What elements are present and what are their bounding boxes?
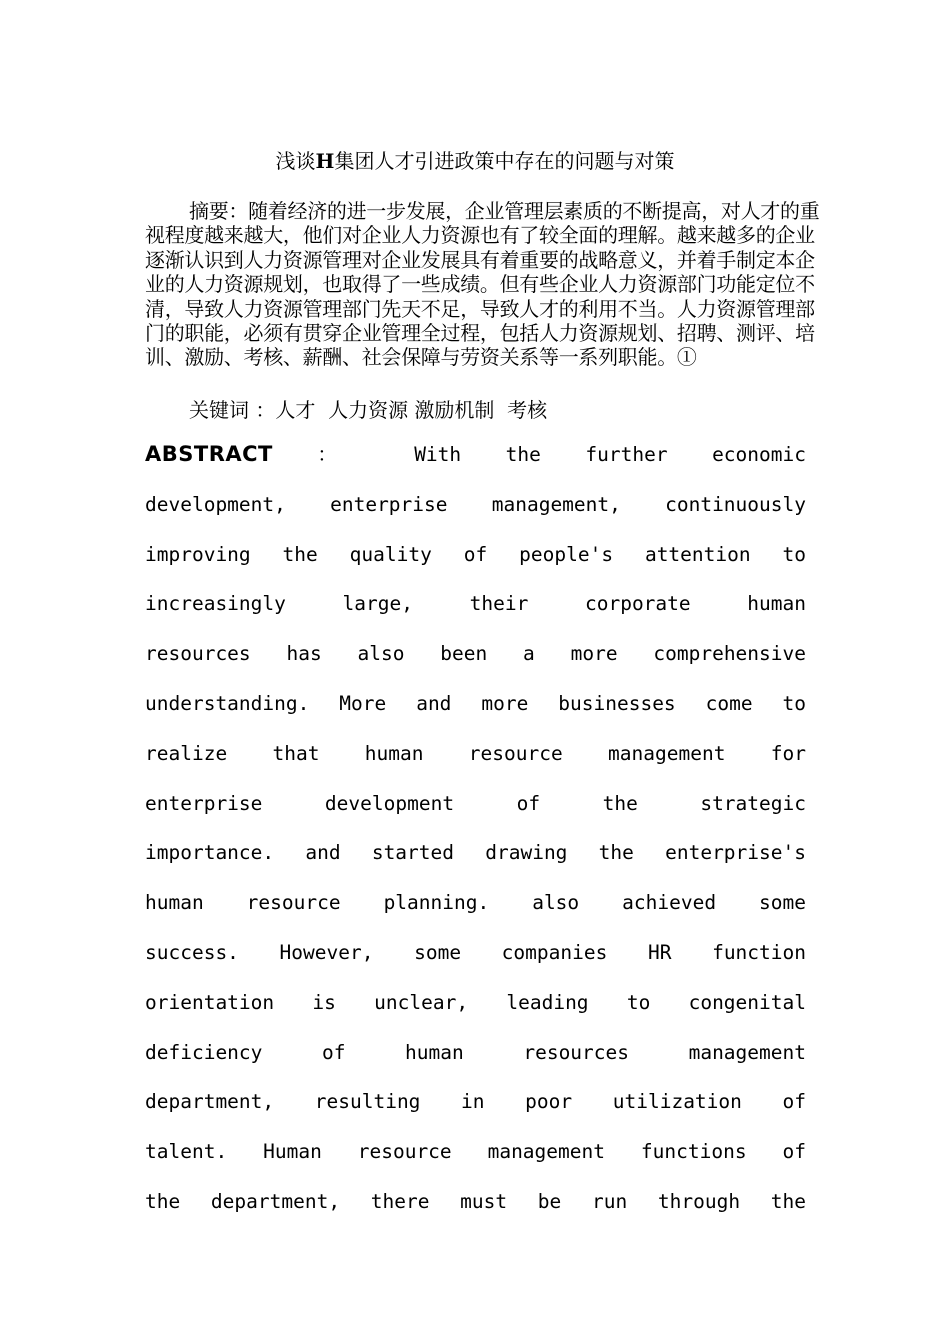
english-abstract-line: enterprise development of the strategic: [145, 791, 806, 815]
english-abstract-line: increasingly large, their corporate human: [145, 592, 806, 616]
english-abstract-line: resources has also been a more comprehensive: [145, 642, 806, 666]
english-abstract-line: understanding. More and more businesses come to: [145, 691, 806, 715]
english-abstract-line: the department, there must be run through the: [145, 1189, 806, 1213]
english-abstract-line: importance. and started drawing the enterprise's: [145, 841, 806, 865]
document-title: [145, 148, 805, 174]
title-prefix: 浅谈: [275, 149, 316, 173]
english-abstract-line: realize that human resource management for: [145, 741, 806, 765]
english-abstract-line: improving the quality of people's attention to: [145, 542, 806, 566]
english-abstract-line: orientation is unclear, leading to congenital: [145, 990, 806, 1014]
title-suffix: 集团人才引进政策中存在的问题与对策: [334, 149, 675, 173]
abstract-heading: ABSTRACT: [145, 442, 273, 466]
abstract-heading-colon: ：: [317, 443, 370, 466]
english-abstract-line: success. However, some companies HR function: [145, 940, 806, 964]
english-abstract-line-text: With the further economic: [414, 443, 806, 466]
english-abstract: [145, 430, 806, 1227]
english-abstract-line: deficiency of human resources management: [145, 1040, 806, 1064]
english-abstract-line: development, enterprise management, continuously: [145, 492, 806, 516]
chinese-abstract: 摘要：随着经济的进一步发展，企业管理层素质的不断提高，对人才的重视程度越来越大，他们对企业人力资源也有了较全面的理解。越来越多的企业逐渐认识到人力资源管理对企业发展具有着重要的战略意义，并着手制定本企业的人力资源规划，也取得了一些成绩。但有些企业人力资源部门功能定位不清，导致人力资源管理部门先天不足，导致人才的利用不当。人力资源管理部门的职能，必须有贯穿企业管理全过程，包括人力资源规划、招聘、测评、培训、激励、考核、薪酬、社会保障与劳资关系等一系列职能。①: [145, 199, 820, 370]
english-abstract-line: human resource planning. also achieved some: [145, 891, 806, 915]
english-abstract-line: talent. Human resource management functions of: [145, 1140, 806, 1164]
english-abstract-line: department, resulting in poor utilization of: [145, 1090, 806, 1114]
keywords-line: 关键词 ：人才 人力资源 激励机制 考核: [189, 398, 548, 422]
title-company-letter: H: [315, 149, 335, 173]
english-abstract-line: [145, 430, 806, 480]
